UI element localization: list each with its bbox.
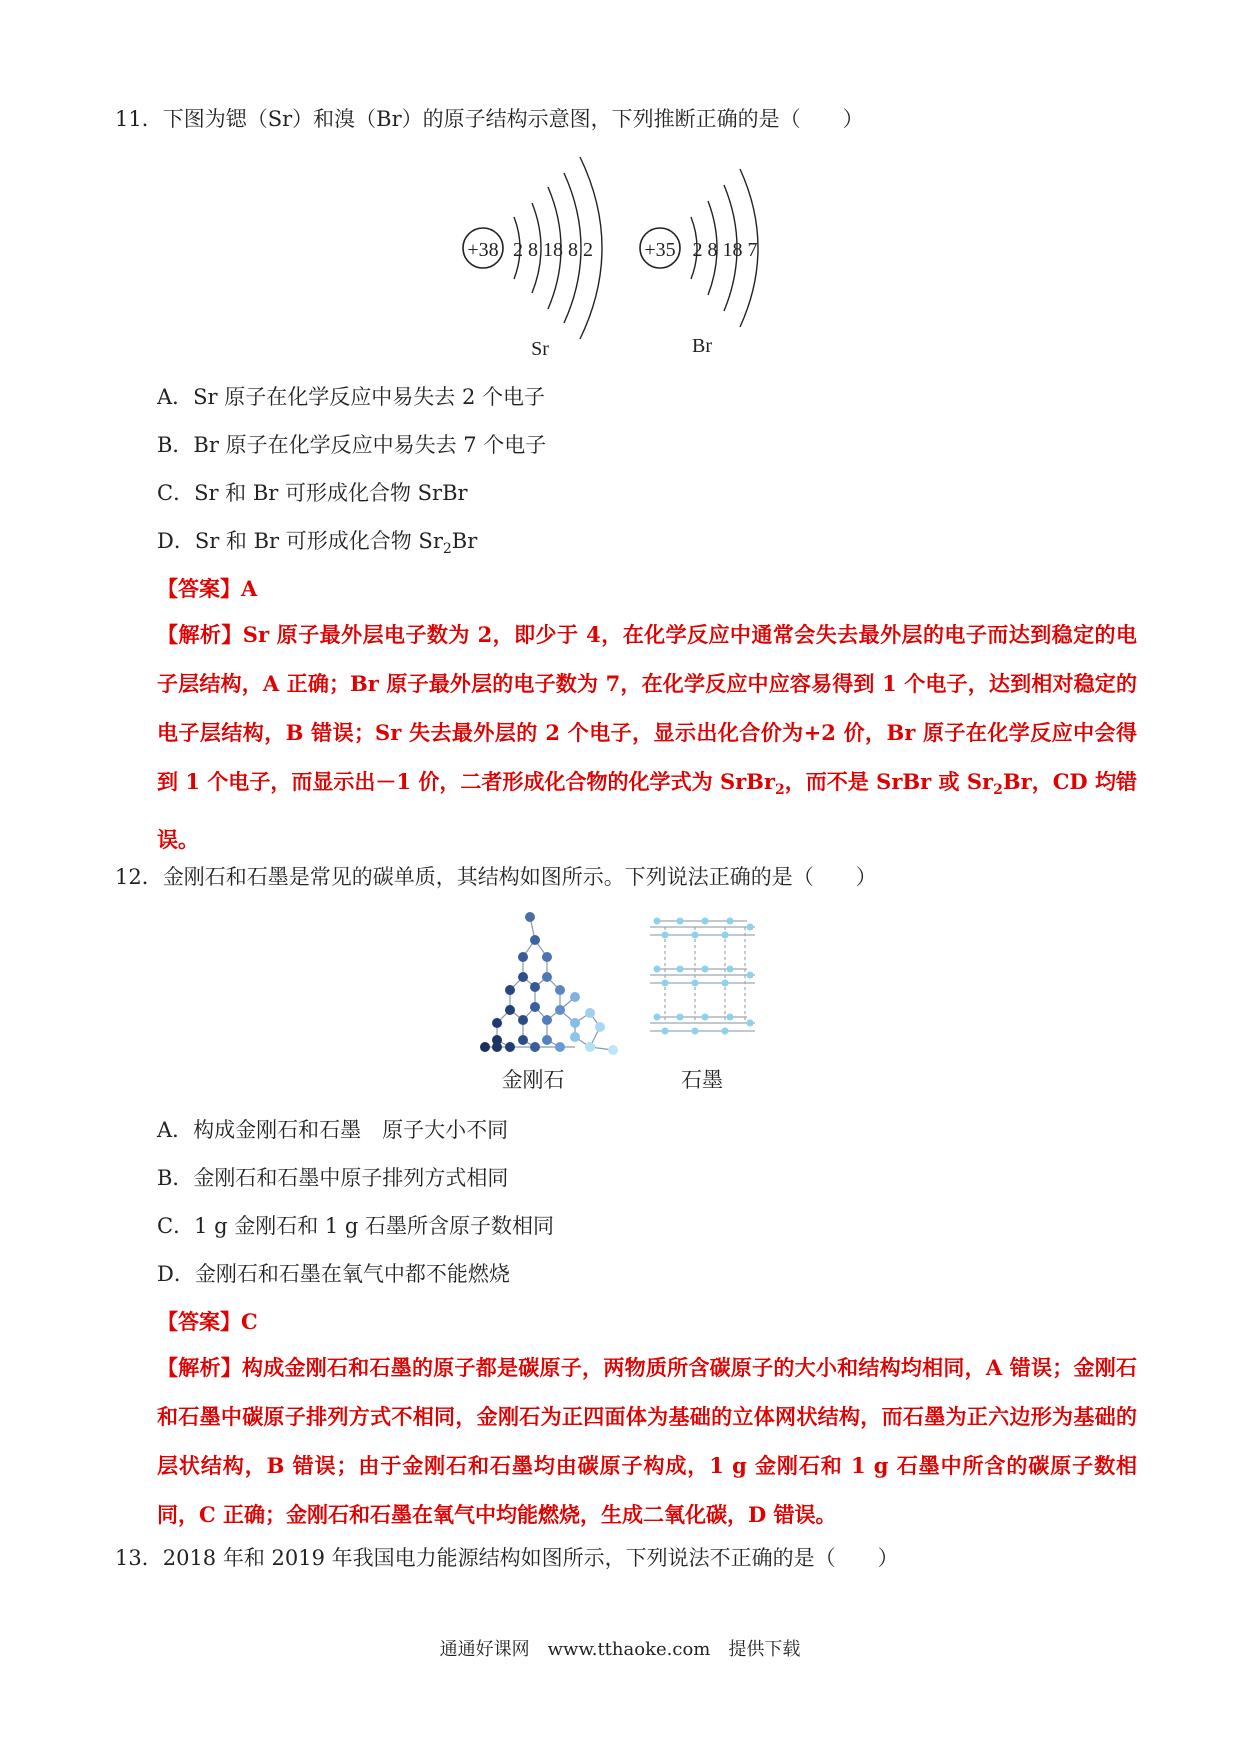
br-atom-diagram — [640, 169, 758, 357]
sr-atom-diagram — [463, 157, 602, 360]
q12-option-d: D．金刚石和石墨在氧气中都不能燃烧 — [157, 1262, 510, 1286]
diamond-structure-image — [480, 912, 618, 1055]
q11-analysis: 【解析】Sr 原子最外层电子数为 2，即少于 4，在化学反应中通常会失去最外层的电子而达到稳定的电子层结构，A 正确；Br 原子最外层的电子数为 7，在化学反应中应容易得到 1 个电子，达到相对稳定的电子层结构，B 错误；Sr 失去最外层的 2 个电子，显示出化合价为+2 价，Br 原子在化学反应中会得到 1 个电子，而显示出－1 价，二者形成化合物的化学式为 SrBr$_2$，而不是 SrBr 或 $Sr_2Br$，CD 均错误。 — [157, 622, 1137, 853]
page-footer: 通通好课网 www.tthaoke.com 提供下载 — [439, 1639, 801, 1660]
q12-option-b: B．金刚石和石墨中原子排列方式相同 — [157, 1166, 509, 1190]
br-nucleus: +35 — [644, 239, 676, 261]
graphite-structure-image — [650, 918, 755, 1035]
question-12-stem: 12．金刚石和石墨是常见的碳单质，其结构如图所示。下列说法正确的是（ ） — [115, 865, 877, 889]
sr-nucleus: +38 — [467, 239, 499, 261]
sr-shell-electrons: 2 8 18 8 2 — [513, 239, 593, 261]
br-shell-electrons: 2 8 18 7 — [692, 239, 758, 261]
q11-option-c: C．Sr 和 Br 可形成化合物 SrBr — [157, 481, 468, 505]
br-label: Br — [692, 335, 712, 357]
q12-analysis: 【解析】构成金刚石和石墨的原子都是碳原子，两物质所含碳原子的大小和结构均相同，A 错误；金刚石和石墨中碳原子排列方式不相同，金刚石为正四面体为基础的立体网状结构，而石墨为正六边形为基础的层状结构，B 错误；由于金刚石和石墨均由碳原子构成，1 g 金刚石和 1 g 石墨中所含的碳原子数相同，C 正确；金刚石和石墨在氧气中均能燃烧，生成二氧化碳，D 错误。 — [157, 1355, 1137, 1527]
atom-structure-figure — [440, 145, 800, 370]
q12-option-c: C．1 g 金刚石和 1 g 石墨所含原子数相同 — [157, 1214, 555, 1238]
q12-option-a: A．构成金刚石和石墨 原子大小不同 — [157, 1118, 509, 1142]
q11-option-a: A．Sr 原子在化学反应中易失去 2 个电子 — [157, 385, 545, 409]
sr-label: Sr — [531, 338, 549, 360]
carbon-structure-figure — [465, 905, 785, 1095]
question-11-stem: 11．下图为锶（Sr）和溴（Br）的原子结构示意图，下列推断正确的是（ ） — [115, 107, 864, 131]
graphite-label: 石墨 — [681, 1068, 723, 1092]
q11-option-d: D．Sr 和 Br 可形成化合物 $Sr_2Br$ — [157, 529, 478, 558]
q11-option-b: B．Br 原子在化学反应中易失去 7 个电子 — [157, 433, 547, 457]
diamond-label: 金刚石 — [501, 1068, 565, 1092]
question-13-stem: 13．2018 年和 2019 年我国电力能源结构如图所示，下列说法不正确的是（ ） — [115, 1546, 899, 1570]
q12-answer: 【答案】C — [157, 1309, 258, 1334]
q11-answer: 【答案】A — [157, 576, 258, 601]
